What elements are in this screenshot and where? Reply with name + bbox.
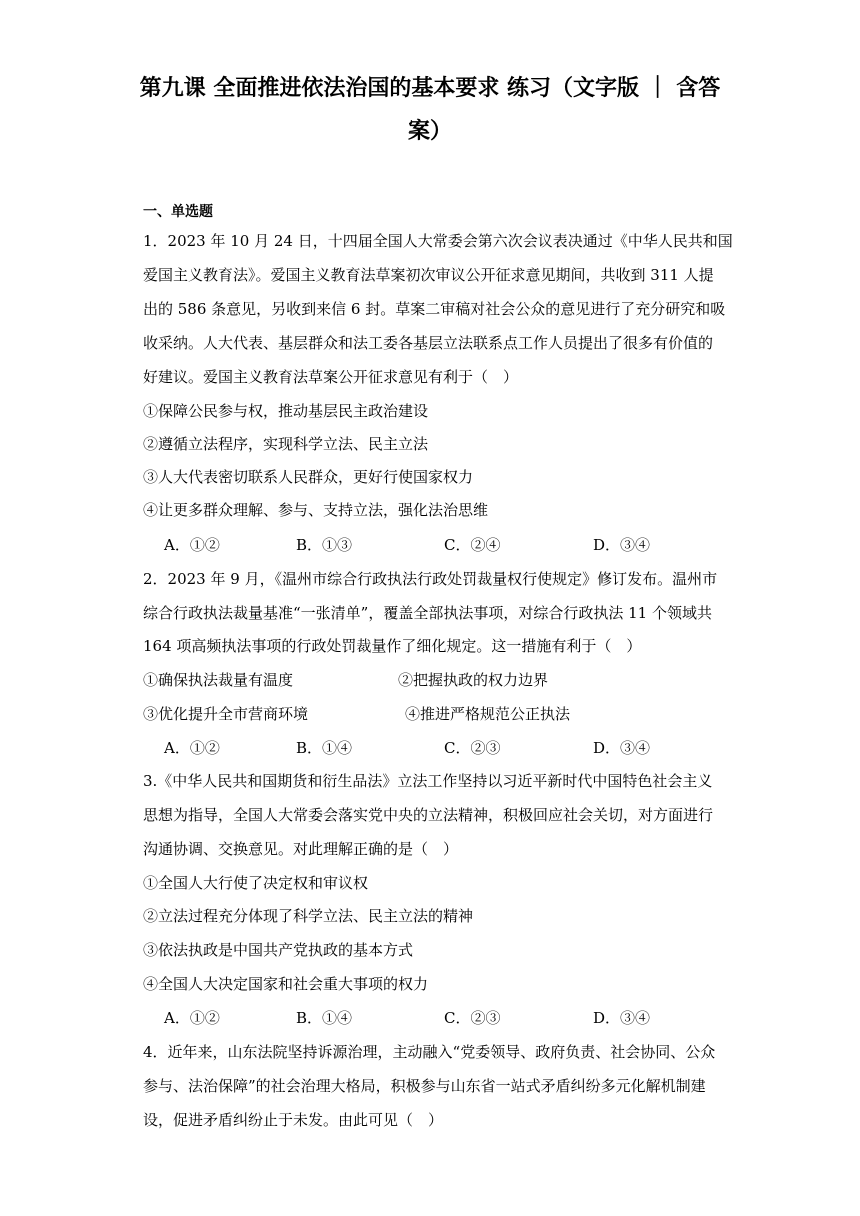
q3-option-a[interactable]: A．①②	[164, 1009, 220, 1027]
q1-stem-line: 爱国主义教育法》。爱国主义教育法草案初次审议公开征求意见期间，共收到 311 人提	[143, 266, 714, 284]
q1-item: ④让更多群众理解、参与、支持立法，强化法治思维	[143, 501, 489, 519]
q3-item: ①全国人大行使了决定权和审议权	[143, 874, 369, 892]
q3-stem-line: 思想为指导，全国人大常委会落实党中央的立法精神，积极回应社会关切，对方面进行	[143, 806, 714, 824]
q2-item: ③优化提升全市营商环境	[143, 705, 309, 723]
page-title-continued: 案）	[407, 119, 452, 144]
q3-option-c[interactable]: C．②③	[444, 1009, 501, 1027]
q3-stem-line: 3.《中华人民共和国期货和衍生品法》立法工作坚持以习近平新时代中国特色社会主义	[143, 772, 713, 790]
q3-option-d[interactable]: D．③④	[593, 1009, 651, 1027]
q1-option-b[interactable]: B．①③	[296, 536, 353, 554]
q2-stem-line: 164 项高频执法事项的行政处罚裁量作了细化规定。这一措施有利于（ ）	[143, 637, 642, 655]
q1-option-c[interactable]: C．②④	[444, 536, 501, 554]
q1-stem-line: 收采纳。人大代表、基层群众和法工委各基层立法联系点工作人员提出了很多有价值的	[143, 334, 714, 352]
q4-stem-line: 参与、法治保障”的社会治理大格局，积极参与山东省一站式矛盾纠纷多元化解机制建	[143, 1077, 706, 1095]
q3-item: ③依法执政是中国共产党执政的基本方式	[143, 941, 414, 959]
q2-option-d[interactable]: D．③④	[593, 739, 651, 757]
q1-stem-line: 好建议。爱国主义教育法草案公开征求意见有利于（ ）	[143, 368, 519, 386]
q3-stem-line: 沟通协调、交换意见。对此理解正确的是（ ）	[143, 840, 459, 858]
q2-item: ④推进严格规范公正执法	[405, 705, 571, 723]
q1-option-a[interactable]: A．①②	[164, 536, 220, 554]
q1-option-d[interactable]: D．③④	[593, 536, 651, 554]
q4-stem-line: 设，促进矛盾纠纷止于未发。由此可见（ ）	[143, 1111, 444, 1129]
q1-item: ②遵循立法程序，实现科学立法、民主立法	[143, 435, 429, 453]
q1-stem-line: 出的 586 条意见，另收到来信 6 封。草案二审稿对社会公众的意见进行了充分研究和吸	[143, 300, 726, 318]
q2-item: ②把握执政的权力边界	[398, 671, 549, 689]
q2-option-b[interactable]: B．①④	[296, 739, 353, 757]
q3-item: ②立法过程充分体现了科学立法、民主立法的精神	[143, 907, 474, 925]
q4-stem-line: 4．近年来，山东法院坚持诉源治理，主动融入“党委领导、政府负责、社会协同、公众	[143, 1043, 716, 1061]
q2-stem-line: 综合行政执法裁量基准“一张清单”，覆盖全部执法事项，对综合行政执法 11 个领域共	[143, 604, 712, 622]
section-heading: 一、单选题	[143, 204, 213, 220]
q2-option-a[interactable]: A．①②	[164, 739, 220, 757]
q2-option-c[interactable]: C．②③	[444, 739, 501, 757]
q2-stem-line: 2．2023 年 9 月，《温州市综合行政执法行政处罚裁量权行使规定》修订发布。温州市	[143, 570, 718, 588]
page-title: 第九课 全面推进依法治国的基本要求 练习（文字版 ｜ 含答	[139, 76, 721, 101]
q1-item: ①保障公民参与权，推动基层民主政治建设	[143, 402, 429, 420]
q1-item: ③人大代表密切联系人民群众，更好行使国家权力	[143, 468, 474, 486]
q2-item: ①确保执法裁量有温度	[143, 671, 294, 689]
q3-item: ④全国人大决定国家和社会重大事项的权力	[143, 975, 429, 993]
q1-stem-line: 1．2023 年 10 月 24 日，十四届全国人大常委会第六次会议表决通过《中华人民共和国	[143, 232, 733, 250]
q3-option-b[interactable]: B．①④	[296, 1009, 353, 1027]
